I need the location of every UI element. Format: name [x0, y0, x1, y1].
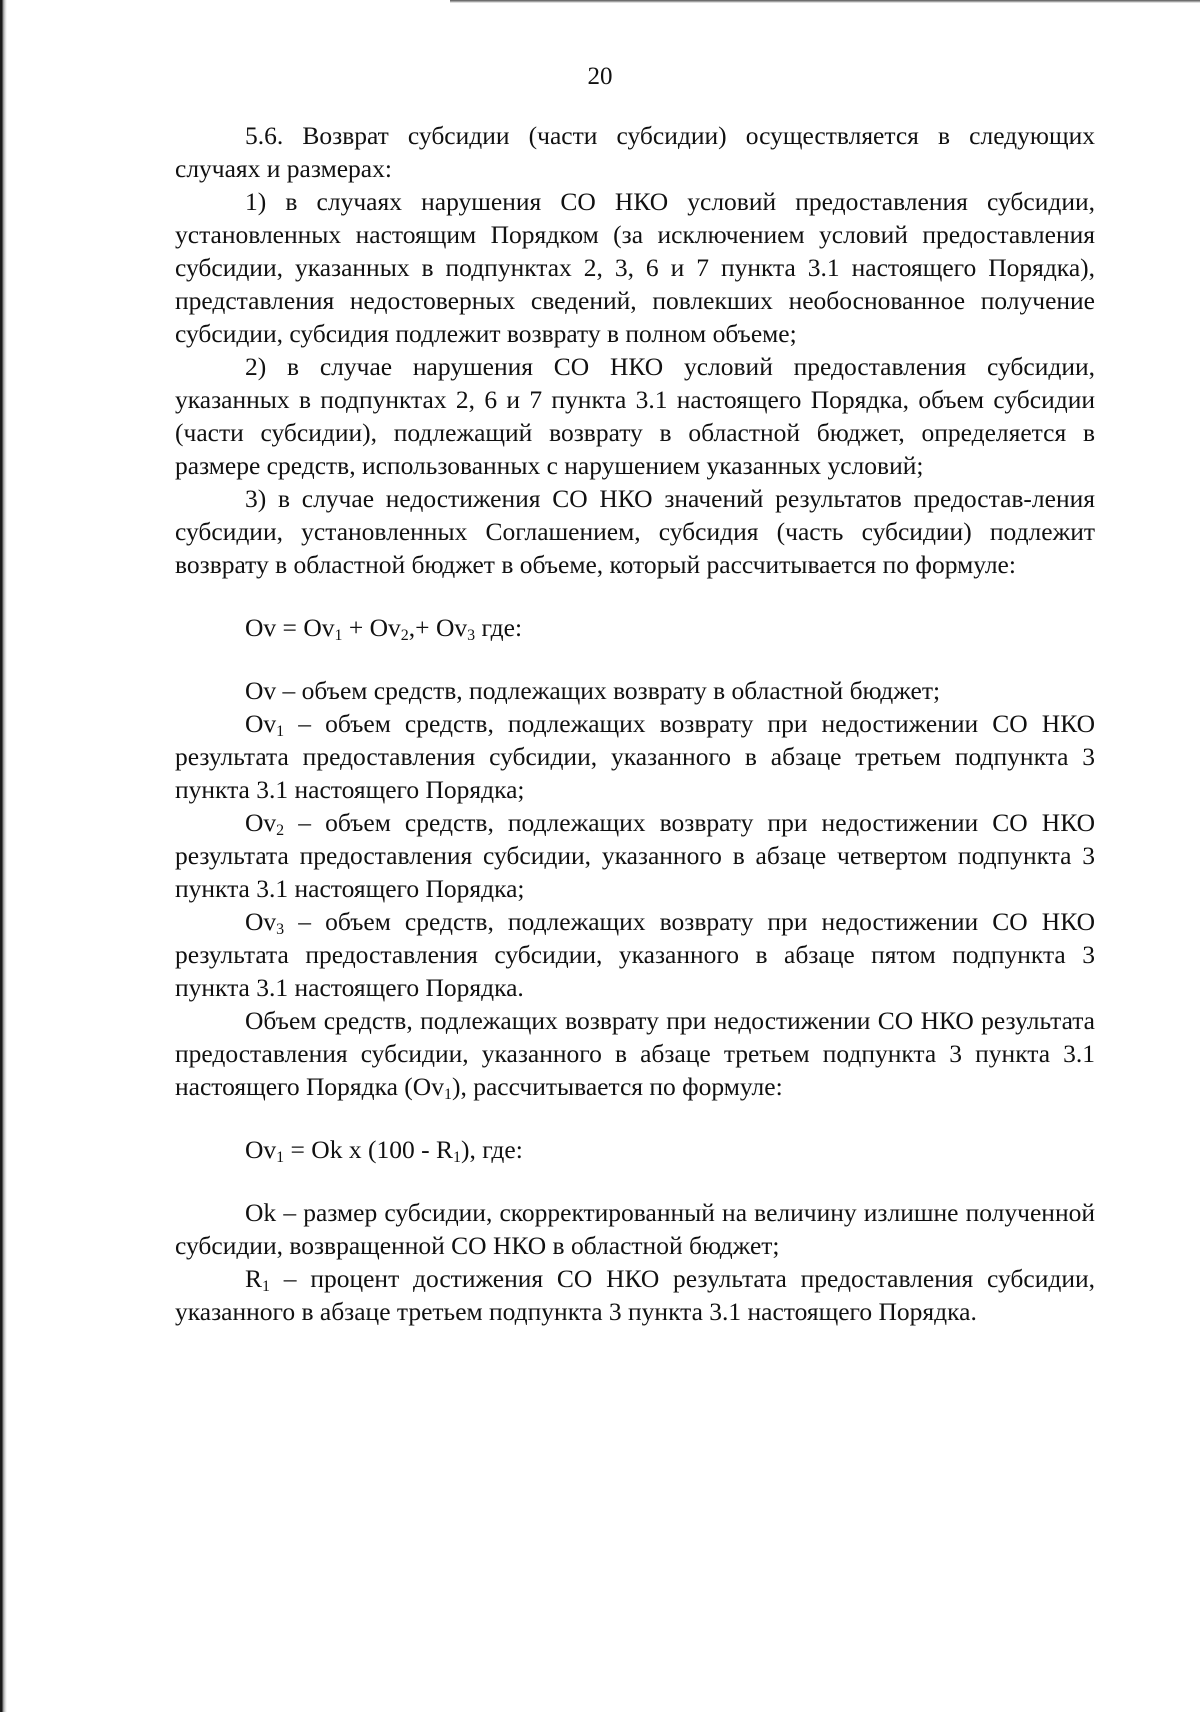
definition-ov1-symbol: Ov	[245, 709, 277, 738]
definition-ov: Ov – объем средств, подлежащих возврату в областной бюджет;	[245, 676, 941, 705]
definition-ov1	[175, 707, 1095, 806]
formula-plus-1: +	[342, 613, 370, 642]
definition-ov2-sub: 2	[276, 822, 285, 839]
definition-ov1-text: – объем средств, подлежащих возврату при недостижении СО НКО результата предоставления субсидии, указанного в абзаце третьем подпункта 3 пункта 3.1 настоящего Порядка;	[175, 709, 1095, 804]
page-number: 20	[587, 63, 613, 90]
formula2-r-sub: 1	[452, 1149, 461, 1166]
definition-ov3-sub: 3	[276, 921, 285, 938]
formula-tail: где:	[475, 613, 523, 642]
formula-ov3: Ov	[435, 613, 468, 642]
formula-ov2-sub: 2	[400, 627, 409, 644]
definition-r1	[175, 1262, 1095, 1328]
paragraph-case-1: 1) в случаях нарушения СО НКО условий предоставления субсидии, установленных настоящим Порядком (за исключением условий предоставления субсидии, указанных в подпунктах 2, 3, 6 и 7 пункта 3.1 настоящего Порядка), представления недостоверных сведений, повлекших необоснованное получение субсидии, субсидия подлежит возврату в полном объеме;	[175, 187, 1095, 348]
formula2-ov-sub: 1	[276, 1149, 285, 1166]
definition-ov2-text: – объем средств, подлежащих возврату при недостижении СО НКО результата предоставления субсидии, указанного в абзаце четвертом подпункта 3 пункта 3.1 настоящего Порядка;	[175, 808, 1095, 903]
formula2-tail: ), где:	[460, 1135, 523, 1164]
paragraph-case-3-text: 3) в случае недостижения СО НКО значений результатов предостав-ления субсидии, установленных Соглашением, субсидия (часть субсидии) подлежит возврату в областной бюджет в объеме, который рассчитывается по формуле:	[175, 484, 1095, 579]
paragraph-5-6	[175, 119, 1095, 185]
paragraph-case-2: 2) в случае нарушения СО НКО условий предоставления субсидии, указанных в подпунктах 2, 6 и 7 пункта 3.1 настоящего Порядка, объем субсидии (части субсидии), подлежащий возврату в областной бюджет, определяется в размере средств, использованных с нарушением указанных условий;	[175, 352, 1095, 480]
definition-ok: Ok – размер субсидии, скорректированный на величину излишне полученной субсидии, возвращенной СО НКО в областной бюджет;	[175, 1198, 1095, 1260]
definition-r1-text: – процент достижения СО НКО результата предоставления субсидии, указанного в абзаце третьем подпункта 3 пункта 3.1 настоящего Порядка.	[175, 1264, 1095, 1326]
definition-ov2-symbol: Ov	[245, 808, 277, 837]
definition-ov3	[175, 905, 1095, 1004]
scan-edge-left	[0, 0, 7, 1712]
definition-ov2	[175, 806, 1095, 905]
paragraph-volume-sub: 1	[443, 1086, 452, 1103]
formula-eq: =	[276, 613, 304, 642]
formula-ov2: Ov	[369, 613, 401, 642]
paragraph-case-3	[175, 482, 1095, 581]
paragraph-volume-text-b: ), рассчитывается по формуле:	[451, 1072, 783, 1101]
formula2-mid: = Ok x (100 - R	[284, 1135, 453, 1164]
formula-ov: Ov	[245, 613, 277, 642]
definition-ov1-sub: 1	[276, 723, 285, 740]
formula-ov-total	[175, 611, 1095, 644]
scan-edge-top	[450, 0, 1200, 3]
formula-ov1-calc	[175, 1133, 1095, 1166]
document-body	[175, 119, 1095, 1328]
formula-ov1-sub: 1	[334, 627, 343, 644]
formula-plus-2: ,+	[408, 613, 436, 642]
paragraph-volume-text-a: Объем средств, подлежащих возврату при недостижении СО НКО результата предоставления субсидии, указанного в абзаце третьем подпункта 3 пункта 3.1 настоящего Порядка (Ov	[175, 1006, 1095, 1101]
formula2-ov: Ov	[245, 1135, 277, 1164]
definition-r1-sub: 1	[262, 1278, 271, 1295]
definition-ov3-symbol: Ov	[245, 907, 277, 936]
formula-ov1: Ov	[303, 613, 335, 642]
definition-r1-symbol: R	[245, 1264, 263, 1293]
paragraph-volume-ov1	[175, 1004, 1095, 1103]
formula-ov3-sub: 3	[467, 627, 476, 644]
paragraph-5-6-text: 5.6. Возврат субсидии (части субсидии) осуществляется в следующих случаях и размерах:	[175, 121, 1095, 183]
definition-ov3-text: – объем средств, подлежащих возврату при недостижении СО НКО результата предоставления субсидии, указанного в абзаце пятом подпункта 3 пункта 3.1 настоящего Порядка.	[175, 907, 1095, 1002]
